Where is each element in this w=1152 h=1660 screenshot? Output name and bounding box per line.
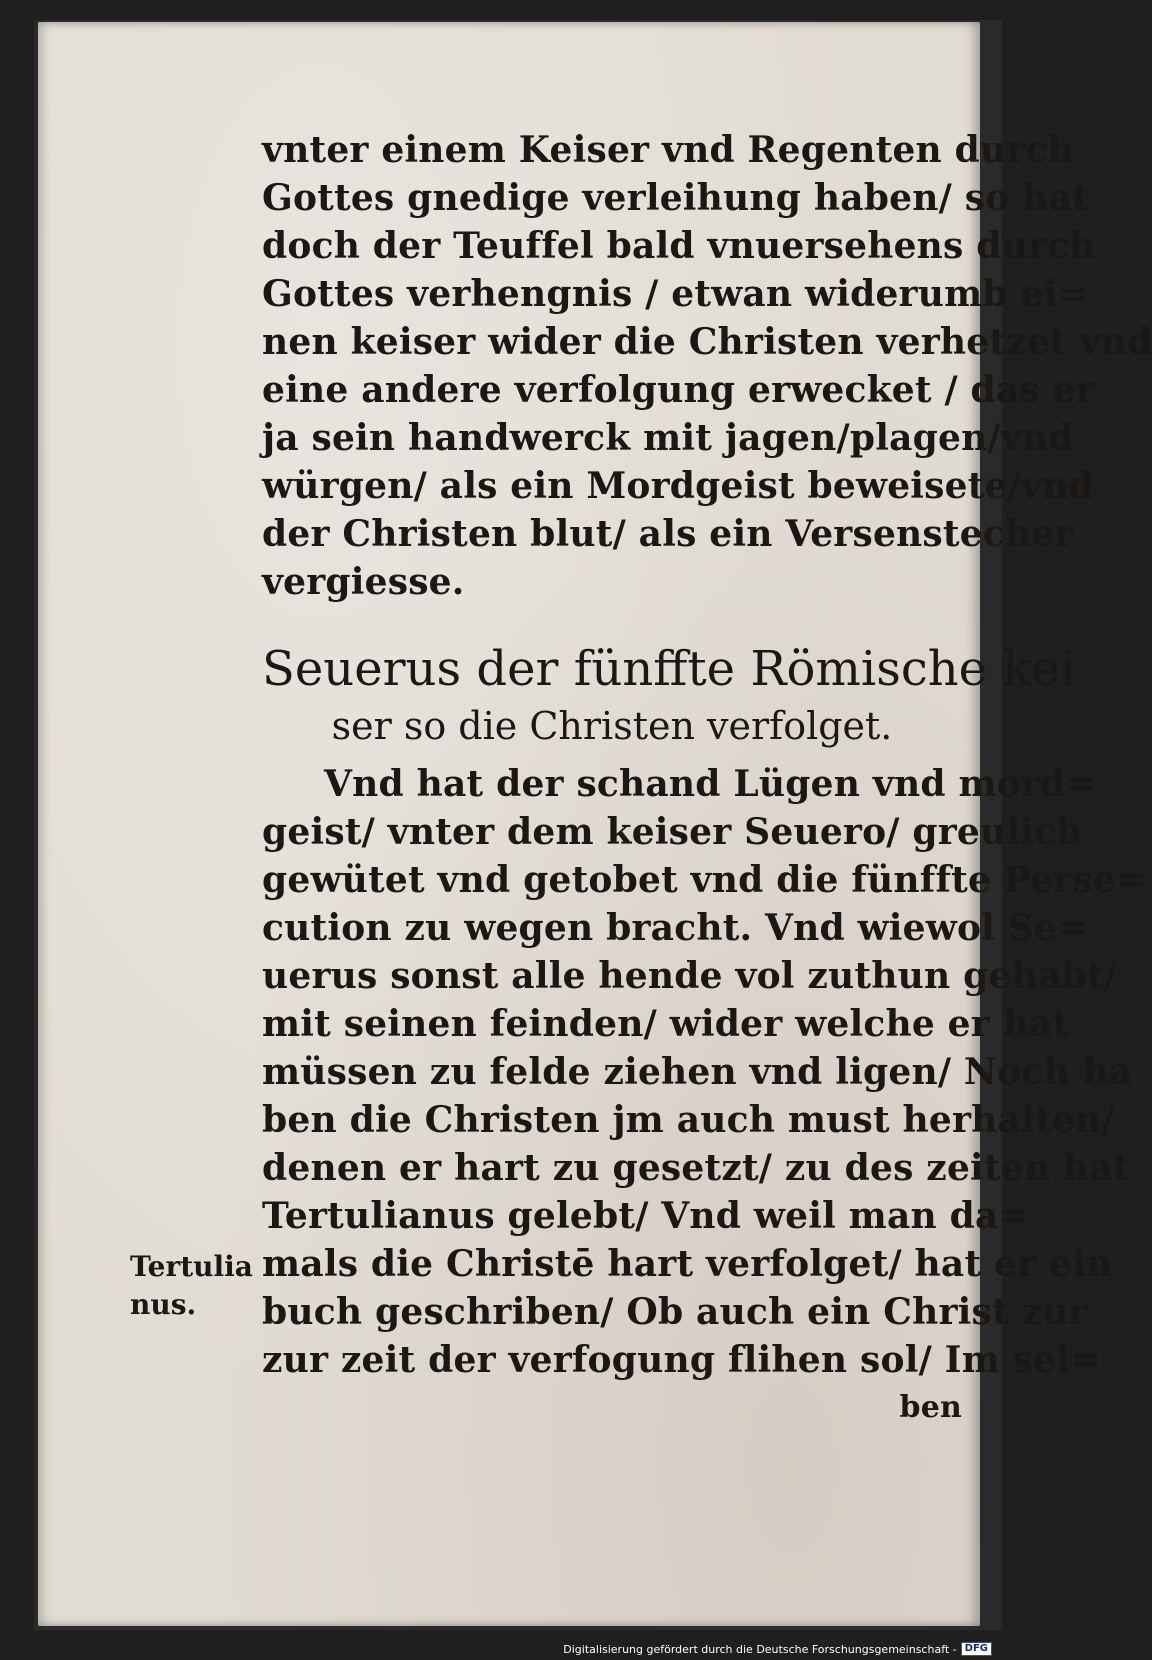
section-heading <box>262 638 1076 752</box>
heading-line: ser so die Christen verfolget. <box>331 704 893 748</box>
text-line: würgen/ als ein Mordgeist beweisete/vnd <box>262 465 1094 507</box>
text-line: ja sein handwerck mit jagen/plagen/vnd <box>262 417 1074 459</box>
text-line: müssen zu felde ziehen vnd ligen/ Noch ha <box>262 1051 1133 1093</box>
text-line: denen er hart zu gesetzt/ zu des zeiten hat <box>262 1147 1130 1189</box>
text-line: Gottes gnedige verleihung haben/ so hat <box>262 177 1089 219</box>
text-line: Tertulianus gelebt/ Vnd weil man da= <box>262 1195 1029 1237</box>
margin-note-line: nus. <box>130 1288 197 1321</box>
text-line: vnter einem Keiser vnd Regenten durch <box>262 129 1075 171</box>
text-line: Vnd hat der schand Lügen vnd mord= <box>324 763 1096 805</box>
margin-note-line: Tertulia <box>130 1250 253 1283</box>
digitization-credit <box>563 1642 992 1656</box>
text-line: uerus sonst alle hende vol zuthun gehabt/ <box>262 955 1118 997</box>
text-line: mals die Christē hart verfolget/ hat er ein <box>262 1243 1113 1285</box>
opening-paragraph <box>262 126 1152 606</box>
text-line: Gottes verhengnis / etwan widerumb ei= <box>262 273 1088 315</box>
text-line: mit seinen feinden/ wider welche er hat <box>262 1003 1070 1045</box>
text-line: vergiesse. <box>262 561 465 603</box>
text-line: ben die Christen jm auch must herhalten/ <box>262 1099 1115 1141</box>
text-line: zur zeit der verfogung flihen sol/ Im sel= <box>262 1339 1101 1381</box>
text-line: eine andere verfolgung erwecket / das er <box>262 369 1095 411</box>
text-line: der Christen blut/ als ein Versenstecher <box>262 513 1074 555</box>
text-line: cution zu wegen bracht. Vnd wiewol Se= <box>262 907 1088 949</box>
heading-line: Seuerus der fünffte Römische kei <box>262 641 1076 697</box>
text-line: gewütet vnd getobet vnd die fünffte Perse= <box>262 859 1147 901</box>
text-line: nen keiser wider die Christen verhetzet vnd <box>262 321 1152 363</box>
catchword: ben <box>899 1390 962 1425</box>
text-line: geist/ vnter dem keiser Seuero/ greulich <box>262 811 1083 853</box>
margin-note <box>130 1248 270 1324</box>
dfg-logo: DFG <box>961 1642 992 1656</box>
text-line: buch geschriben/ Ob auch ein Christ zur <box>262 1291 1088 1333</box>
body-paragraph <box>262 760 1147 1432</box>
credit-text: Digitalisierung gefördert durch die Deutsche Forschungsgemeinschaft - <box>563 1642 957 1656</box>
book-page <box>38 22 1152 1626</box>
main-text-block <box>262 126 1152 1432</box>
text-line: doch der Teuffel bald vnuersehens durch <box>262 225 1096 267</box>
